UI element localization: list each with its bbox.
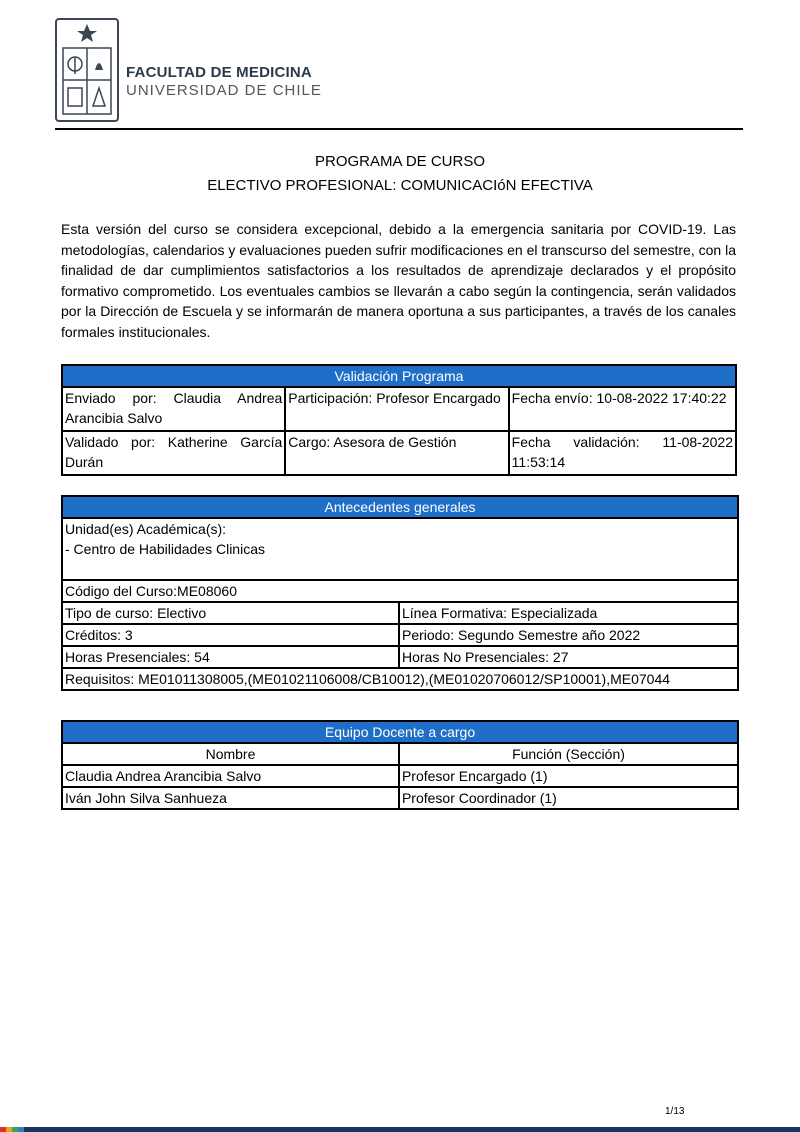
participation-cell: Participación: Profesor Encargado bbox=[285, 387, 508, 431]
university-name: UNIVERSIDAD DE CHILE bbox=[126, 82, 322, 99]
course-title: ELECTIVO PROFESIONAL: COMUNICACIóN EFECTIVA bbox=[207, 177, 593, 194]
sent-by-cell: Enviado por: Claudia Andrea Arancibia Salvo bbox=[62, 387, 285, 431]
validation-date-cell: Fecha validación: 11-08-2022 11:53:14 bbox=[509, 431, 736, 475]
faculty-name: FACULTAD DE MEDICINA bbox=[126, 64, 312, 81]
role-cell: Cargo: Asesora de Gestión bbox=[285, 431, 508, 475]
header-divider bbox=[55, 128, 743, 130]
table-row bbox=[62, 787, 738, 809]
document-title: PROGRAMA DE CURSO bbox=[314, 153, 486, 170]
sent-date-cell: Fecha envío: 10-08-2022 17:40:22 bbox=[509, 387, 736, 431]
credits-cell: Créditos: 3 bbox=[62, 624, 399, 646]
teacher-role: Profesor Encargado (1) bbox=[399, 765, 738, 787]
page-number: 1/13 bbox=[665, 1106, 685, 1117]
validation-header: Validación Programa bbox=[62, 365, 736, 387]
non-contact-hours-cell: Horas No Presenciales: 27 bbox=[399, 646, 738, 668]
academic-unit-cell bbox=[62, 518, 738, 580]
requirements-cell: Requisitos: ME01011308005,(ME01021106008/CB10012),(ME01020706012/SP10001),ME07044 bbox=[62, 668, 738, 690]
teaching-team-header: Equipo Docente a cargo bbox=[62, 721, 738, 743]
course-code-cell: Código del Curso:ME08060 bbox=[62, 580, 738, 602]
footer-bar bbox=[0, 1127, 800, 1132]
validation-table bbox=[61, 364, 737, 476]
formative-line-cell: Línea Formativa: Especializada bbox=[399, 602, 738, 624]
footer-accent-stripes bbox=[0, 1127, 24, 1132]
academic-unit-label: Unidad(es) Académica(s): bbox=[65, 521, 227, 537]
general-info-header: Antecedentes generales bbox=[62, 496, 738, 518]
course-type-cell: Tipo de curso: Electivo bbox=[62, 602, 399, 624]
validated-by-cell: Validado por: Katherine García Durán bbox=[62, 431, 285, 475]
contact-hours-cell: Horas Presenciales: 54 bbox=[62, 646, 399, 668]
teacher-name: Claudia Andrea Arancibia Salvo bbox=[62, 765, 399, 787]
teaching-team-table bbox=[61, 720, 739, 810]
teacher-role: Profesor Coordinador (1) bbox=[399, 787, 738, 809]
table-row bbox=[62, 765, 738, 787]
academic-unit-value: - Centro de Habilidades Clinicas bbox=[65, 541, 265, 557]
teacher-name: Iván John Silva Sanhueza bbox=[62, 787, 399, 809]
column-header-role: Función (Sección) bbox=[399, 743, 738, 765]
university-seal-logo bbox=[55, 18, 119, 122]
intro-paragraph: Esta versión del curso se considera excepcional, debido a la emergencia sanitaria por COVID-19. Las metodologías, calendarios y evaluaciones pueden sufrir modificaciones en el transcurso del semestre, con la finalidad de dar cumplimientos satisfactorios a los resultados de aprendizaje declarados y el propósito formativo comprometido. Los eventuales cambios se llevarán a cabo según la contingencia, serán validados por la Dirección de Escuela y se informarán de manera oportuna a sus participantes, a través de los canales formales institucionales. bbox=[61, 221, 736, 340]
column-header-name: Nombre bbox=[62, 743, 399, 765]
general-info-table bbox=[61, 495, 739, 691]
period-cell: Periodo: Segundo Semestre año 2022 bbox=[399, 624, 738, 646]
